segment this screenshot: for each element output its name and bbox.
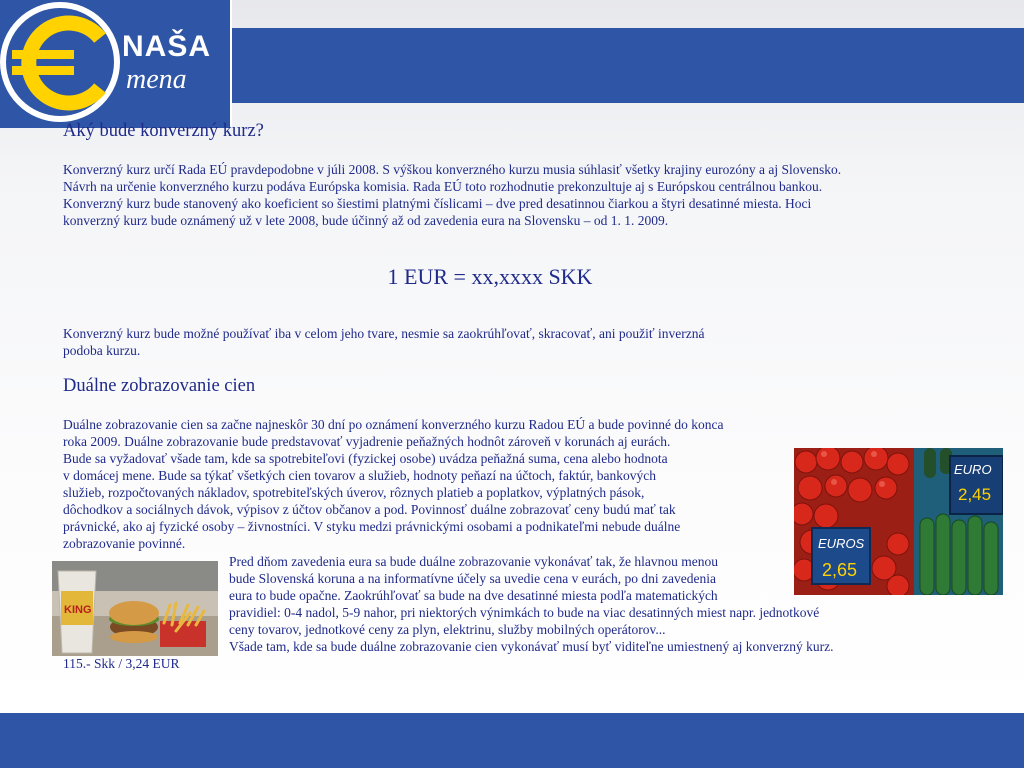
- paragraph-line: Konverzný kurz určí Rada EÚ pravdepodobne v júli 2008. S výškou konverzného kurzu musia súhlasiť všetky krajiny eurozóny a aj Slovensko.: [63, 162, 842, 177]
- paragraph-line: Bude sa vyžadovať všade tam, kde sa spotrebiteľovi (fyzickej osobe) uvádza peňažná suma, cena alebo hodnota: [63, 451, 668, 466]
- paragraph-line: služieb, rozpočtovaných nákladov, spotrebiteľských úverov, rôznych platieb a poplatkov, výplatných pások,: [63, 485, 645, 500]
- market-produce-photo: [794, 448, 1003, 595]
- market-sign-right-label: EURO: [954, 462, 992, 477]
- market-sign-left-label: EUROS: [818, 536, 865, 551]
- paragraph-line: roka 2009. Duálne zobrazovanie bude predstavovať vyjadrenie peňažných hodnôt zároveň v korunách aj eurách.: [63, 434, 671, 449]
- exchange-rate-formula: 1 EUR = xx,xxxx SKK: [387, 264, 593, 289]
- photo-price-caption: 115.- Skk / 3,24 EUR: [63, 656, 180, 671]
- paragraph-line: konverzný kurz bude oznámený už v lete 2008, bude účinný až od zavedenia eura na Slovensku – od 1. 1. 2009.: [63, 213, 669, 228]
- paragraph-line: Návrh na určenie konverzného kurzu podáva Európska komisia. Rada EÚ toto rozhodnutie prekonzultuje aj s Európskou centrálnou bankou.: [63, 179, 823, 194]
- paragraph-line: eura to bude opačne. Zaokrúhľovať sa bude na dve desatinné miesta podľa matematických: [229, 588, 718, 603]
- logo-subtitle: mena: [126, 64, 187, 95]
- paragraph-line: bude Slovenská koruna a na informatívne účely sa uvedie cena v eurách, po dni zavedenia: [229, 571, 716, 586]
- paragraph-line: v domácej mene. Bude sa týkať všetkých cien tovarov a služieb, hodnoty peňazí na účtoch, faktúr, bankových: [63, 468, 657, 483]
- paragraph-line: zobrazovanie povinné.: [63, 536, 186, 551]
- market-sign-right-price: 2,45: [958, 485, 992, 504]
- paragraph-line: Pred dňom zavedenia eura sa bude duálne zobrazovanie vykonávať tak, že hlavnou menou: [229, 554, 718, 569]
- paragraph-line: právnické, ako aj fyzické osoby – živnostníci. V styku medzi právnickými osobami a podnikateľmi nebude duálne: [63, 519, 681, 534]
- market-sign-left-price: 2,65: [822, 560, 858, 580]
- paragraph-line: Konverzný kurz bude možné používať iba v celom jeho tvare, nesmie sa zaokrúhľovať, skracovať, ani použiť inverzná: [63, 326, 705, 341]
- market-photo-image: [794, 448, 1003, 595]
- paragraph-line: podoba kurzu.: [63, 343, 141, 358]
- paragraph-line: pravidiel: 0-4 nadol, 5-9 nahor, pri niektorých výnimkách to bude na viac desatinných miest napr. jednotkové: [229, 605, 820, 620]
- burger-cup-text: KING: [64, 604, 92, 616]
- euro-sign-icon: [0, 0, 232, 128]
- section-heading-dual-display: Duálne zobrazovanie cien: [63, 376, 256, 396]
- paragraph-line: Konverzný kurz bude stanovený ako koeficient so šiestimi platnými číslicami – dve pred desatinnou čiarkou a štyri desatinné miesta. Hoci: [63, 196, 812, 211]
- paragraph-line: dôchodkov a sociálnych dávok, výpisov z účtov občanov a pod. Povinnosť duálne zobrazovať ceny budú mať tak: [63, 502, 676, 517]
- footer-band: [0, 713, 1024, 768]
- fast-food-photo: [52, 561, 218, 656]
- logo: [0, 0, 232, 128]
- paragraph-line: ceny tovarov, jednotkové ceny za plyn, elektrinu, služby mobilných operátorov...: [229, 622, 666, 637]
- logo-title: NAŠA: [122, 30, 212, 63]
- paragraph-line: Duálne zobrazovanie cien sa začne najneskôr 30 dní po oznámení konverzného kurzu Radou EÚ a bude povinné do konca: [63, 417, 724, 432]
- section-heading-conversion-rate: Aký bude konverzný kurz?: [63, 121, 264, 141]
- fast-food-image: [52, 561, 218, 656]
- paragraph-line: Všade tam, kde sa bude duálne zobrazovanie cien vykonávať musí byť viditeľne umiestnený aj konverzný kurz.: [229, 639, 834, 654]
